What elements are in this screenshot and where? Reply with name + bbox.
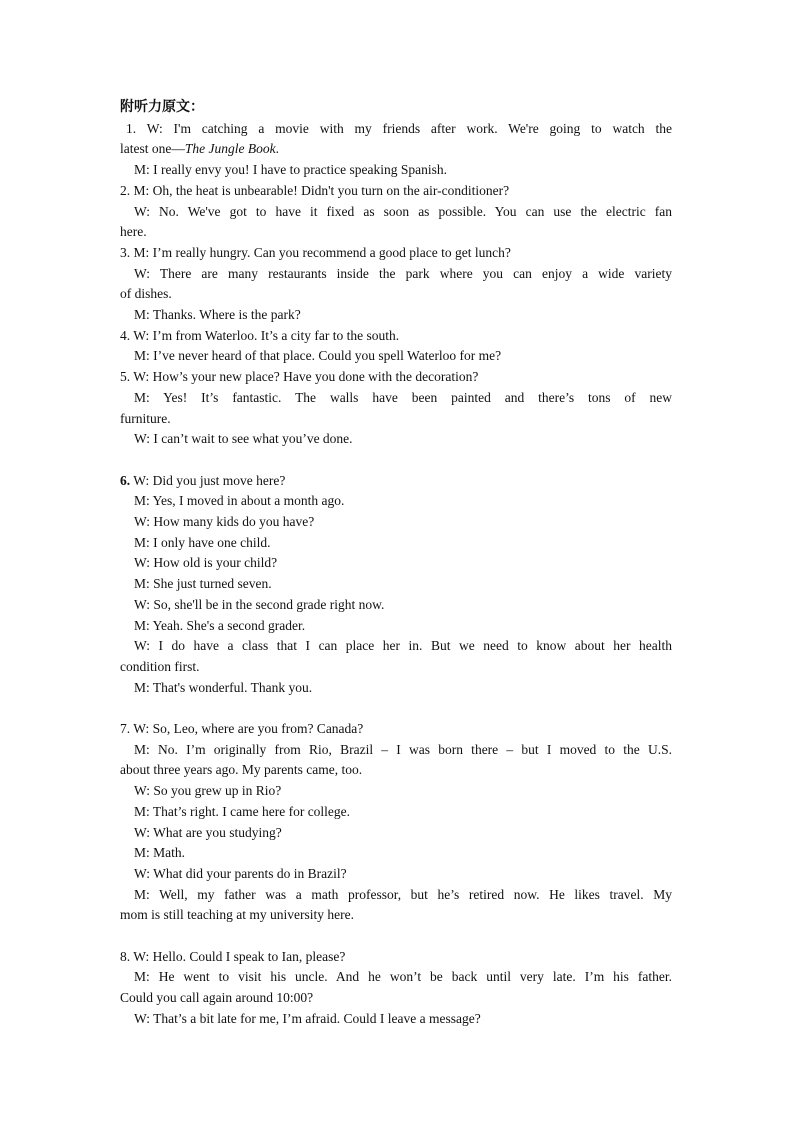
dialogue-6-line-8: M: Yeah. She's a second grader. [134, 617, 306, 633]
dialogue-7-line-9: M: Well, my father was a math professor, but he’s retired now. He likes travel. My [134, 886, 672, 902]
dialogue-7-line-2: M: No. I’m originally from Rio, Brazil – I was born there – but I moved to the U.S. [134, 741, 672, 757]
dialogue-3-line-1: 3. M: I’m really hungry. Can you recommend a good place to get lunch? [120, 244, 511, 260]
dialogue-6-line-9: W: I do have a class that I can place her in. But we need to know about her health [134, 638, 672, 654]
movie-title: The Jungle Book [184, 141, 276, 157]
dialogue-5-line-4: W: I can’t wait to see what you’ve done. [134, 431, 353, 447]
listening-transcript [120, 97, 672, 1030]
dialogue-2-line-1: 2. M: Oh, the heat is unbearable! Didn't you turn on the air-conditioner? [120, 182, 510, 198]
dialogue-8-line-2: M: He went to visit his uncle. And he won’t be back until very late. I’m his father. [134, 969, 672, 985]
transcript-heading: 附听力原文： [120, 99, 204, 115]
dialogue-2-line-3: here. [120, 224, 147, 240]
dialogue-1-line-2-end: . [275, 141, 279, 157]
dialogue-7-line-6: W: What are you studying? [134, 824, 282, 840]
dialogue-6-line-11: M: That's wonderful. Thank you. [134, 679, 313, 695]
dialogue-1-line-2-text: latest one— [120, 141, 185, 157]
dialogue-5-line-3: furniture. [120, 410, 171, 426]
dialogue-1-line-1: 1. W: I'm catching a movie with my friends after work. We're going to watch the [126, 120, 672, 136]
dialogue-5-line-2: M: Yes! It’s fantastic. The walls have been painted and there’s tons of new [134, 389, 672, 405]
paragraph-gap [120, 698, 672, 719]
dialogue-6-line-6: M: She just turned seven. [134, 576, 272, 592]
dialogue-7-line-4: W: So you grew up in Rio? [134, 783, 282, 799]
paragraph-gap [120, 926, 672, 947]
dialogue-6-line-7: W: So, she'll be in the second grade right now. [134, 596, 385, 612]
dialogue-4-line-2: M: I’ve never heard of that place. Could you spell Waterloo for me? [134, 348, 502, 364]
dialogue-6-line-4: M: I only have one child. [134, 534, 271, 550]
dialogue-1-line-3: M: I really envy you! I have to practice speaking Spanish. [134, 162, 448, 178]
dialogue-7-line-3: about three years ago. My parents came, too. [120, 762, 363, 778]
dialogue-6-line-1-text: W: Did you just move here? [130, 472, 286, 488]
dialogue-3-line-3: of dishes. [120, 286, 172, 302]
dialogue-6-line-1 [120, 471, 672, 492]
dialogue-7-line-5: M: That’s right. I came here for college. [134, 803, 351, 819]
dialogue-7-line-7: M: Math. [134, 845, 186, 861]
dialogue-8-line-1: 8. W: Hello. Could I speak to Ian, please? [120, 948, 346, 964]
dialogue-5-line-1: 5. W: How’s your new place? Have you done with the decoration? [120, 369, 479, 385]
dialogue-6-number: 6. [120, 472, 131, 488]
dialogue-8-line-4: W: That’s a bit late for me, I’m afraid. Could I leave a message? [134, 1010, 481, 1026]
dialogue-2-line-2: W: No. We've got to have it fixed as soon as possible. You can use the electric fan [134, 203, 672, 219]
dialogue-8-line-3: Could you call again around 10:00? [120, 990, 314, 1006]
dialogue-6-line-3: W: How many kids do you have? [134, 514, 315, 530]
dialogue-3-line-2: W: There are many restaurants inside the park where you can enjoy a wide variety [134, 265, 672, 281]
dialogue-1-line-2 [120, 139, 672, 160]
dialogue-7-line-1: 7. W: So, Leo, where are you from? Canada? [120, 721, 364, 737]
dialogue-7-line-10: mom is still teaching at my university here. [120, 907, 354, 923]
paragraph-gap [120, 450, 672, 471]
dialogue-3-line-4: M: Thanks. Where is the park? [134, 307, 301, 323]
dialogue-6-line-5: W: How old is your child? [134, 555, 278, 571]
dialogue-6-line-2: M: Yes, I moved in about a month ago. [134, 493, 345, 509]
dialogue-7-line-8: W: What did your parents do in Brazil? [134, 865, 347, 881]
dialogue-6-line-10: condition first. [120, 658, 200, 674]
dialogue-4-line-1: 4. W: I’m from Waterloo. It’s a city far to the south. [120, 327, 400, 343]
